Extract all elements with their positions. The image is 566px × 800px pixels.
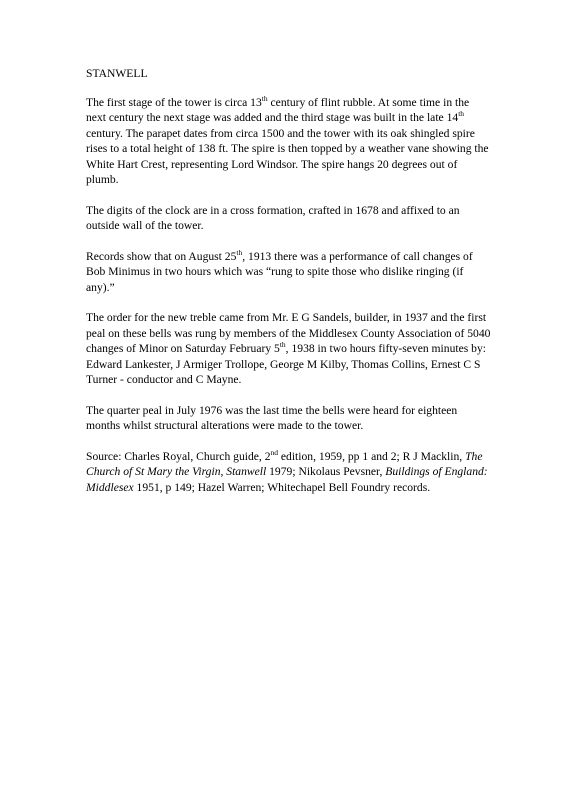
text: edition, 1959, pp 1 and 2; R J Macklin,	[278, 449, 466, 463]
text: The digits of the clock are in a cross formation, crafted in 1678 and affixed to an outside wall of the tower.	[86, 203, 460, 232]
text: The first stage of the tower is circa 13	[86, 95, 262, 109]
text: , 1938 in two hours fifty-seven minutes by: Edward Lankester, J Armiger Trollope, George M Kilby, Thomas Collins, Ernest C S Turner - conductor and C Mayne.	[86, 342, 486, 386]
text: century of flint rubble. At some time in the next century the next stage was added and the third stage was built in the late 14	[86, 95, 470, 124]
superscript: nd	[270, 447, 278, 457]
paragraph-quarter-peal	[86, 403, 491, 434]
superscript: th	[236, 247, 243, 257]
superscript: th	[279, 340, 286, 350]
document-page	[86, 66, 491, 510]
superscript: th	[458, 109, 465, 119]
text: Records show that on August 25	[86, 249, 237, 263]
text: Source: Charles Royal, Church guide, 2	[86, 449, 271, 463]
italic-title: Buildings of England: Middlesex	[86, 465, 488, 494]
document-title: STANWELL	[86, 67, 148, 80]
paragraph-sources	[86, 449, 491, 496]
text: The order for the new treble came from Mr. E G Sandels, builder, in 1937 and the first peal on these bells was rung by members of the Middlesex County Association of 5040 changes of Minor on Saturday February 5	[86, 311, 491, 355]
paragraph-tower-history	[86, 95, 491, 188]
paragraph-clock	[86, 203, 491, 234]
text: 1951, p 149; Hazel Warren; Whitechapel Bell Foundry records.	[133, 480, 431, 494]
italic-title: The Church of St Mary the Virgin, Stanwell	[86, 449, 483, 478]
paragraph-treble-peal	[86, 310, 491, 388]
paragraph-records	[86, 249, 491, 296]
text: century. The parapet dates from circa 1500 and the tower with its oak shingled spire rises to a total height of 138 ft. The spire is then topped by a weather vane showing the White Hart Crest, representing Lord Windsor. The spire hangs 20 degrees out of plumb.	[86, 126, 489, 186]
text: 1979; Nikolaus Pevsner,	[266, 465, 386, 478]
superscript: th	[261, 93, 268, 103]
text: The quarter peal in July 1976 was the last time the bells were heard for eighteen months whilst structural alterations were made to the tower.	[86, 403, 458, 432]
text: , 1913 there was a performance of call changes of Bob Minimus in two hours which was “rung to spite those who dislike ringing (if any).”	[86, 249, 473, 294]
